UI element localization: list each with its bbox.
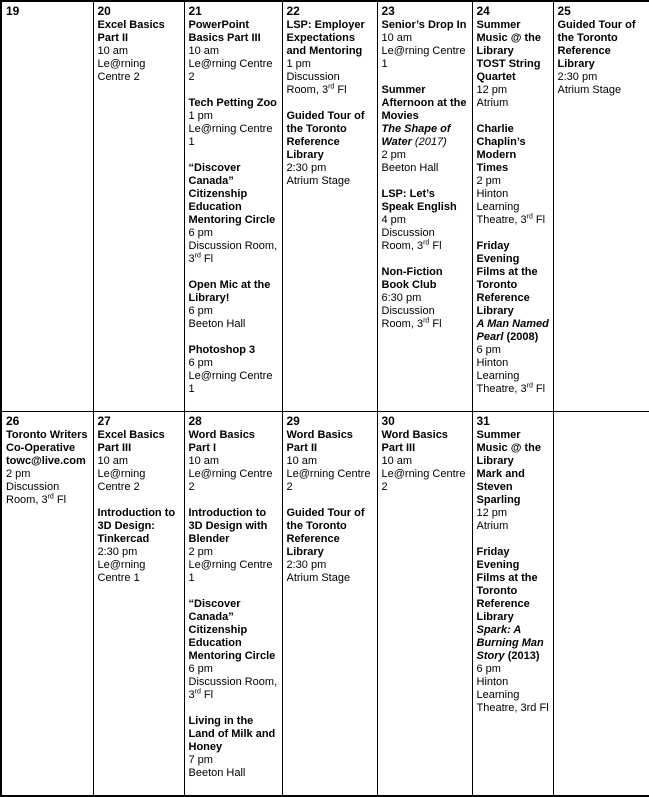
text-segment: Le@rning Centre 2 xyxy=(97,58,146,83)
text-segment: Fl xyxy=(532,214,546,226)
event xyxy=(382,19,469,71)
calendar-cell-29 xyxy=(282,412,377,797)
event xyxy=(189,97,279,149)
text-segment: Discussion Room, 3 xyxy=(286,71,340,96)
text-segment: Summer Music @ the Library xyxy=(476,429,542,467)
calendar-cell-28 xyxy=(184,412,282,797)
text-segment: Word Basics Part I xyxy=(188,429,255,454)
text-segment: rd xyxy=(423,239,430,247)
text-segment: 6 pm xyxy=(188,663,213,675)
day-number: 20 xyxy=(97,4,111,18)
text-segment: Summer Afternoon at the Movies xyxy=(381,84,467,122)
event-line xyxy=(287,455,374,468)
event-line xyxy=(189,370,279,396)
event xyxy=(189,715,279,780)
event-line xyxy=(382,162,469,175)
text-segment: “Discover Canada” Citizenship Education Mentoring Circle xyxy=(188,598,276,662)
text-segment: 6:30 pm xyxy=(381,292,422,304)
text-segment: Non-Fiction Book Club xyxy=(381,266,443,291)
text-segment: 2 pm xyxy=(381,149,406,161)
event-line xyxy=(98,507,181,546)
event-line xyxy=(477,344,550,357)
day-number: 24 xyxy=(476,4,490,18)
event xyxy=(189,344,279,396)
text-segment: Open Mic at the Library! xyxy=(188,279,271,304)
event-line xyxy=(287,559,374,572)
event-line xyxy=(98,429,181,455)
event-line xyxy=(382,19,469,32)
text-segment: Hinton Learning Theatre, 3 xyxy=(476,357,527,395)
event-line xyxy=(189,110,279,123)
event-line xyxy=(477,97,550,110)
event-line xyxy=(189,715,279,754)
text-segment: 2 pm xyxy=(188,546,213,558)
calendar-cell-27 xyxy=(93,412,184,797)
text-segment: 6 pm xyxy=(476,663,501,675)
text-segment: Le@rning Centre 2 xyxy=(97,468,146,493)
day-number: 26 xyxy=(6,414,20,428)
event-line xyxy=(287,19,374,58)
text-segment: rd xyxy=(423,317,430,325)
text-segment: rd xyxy=(194,688,201,696)
event-line xyxy=(189,344,279,357)
text-segment: Le@rning Centre 2 xyxy=(188,58,273,83)
day-number: 25 xyxy=(557,4,571,18)
text-segment: A Man Named Pearl xyxy=(476,318,549,343)
event-line xyxy=(287,429,374,455)
event-line xyxy=(382,149,469,162)
event-line xyxy=(558,71,647,84)
event-line xyxy=(6,481,90,507)
text-segment: Word Basics Part II xyxy=(286,429,353,454)
text-segment: 6 pm xyxy=(188,305,213,317)
event-line xyxy=(189,546,279,559)
text-segment: Le@rning Centre 1 xyxy=(97,559,146,584)
event-line xyxy=(98,58,181,84)
text-segment: 6 pm xyxy=(188,227,213,239)
text-segment: 12 pm xyxy=(476,84,508,96)
event-line xyxy=(287,110,374,162)
event-line xyxy=(558,84,647,97)
event-line xyxy=(382,266,469,292)
text-segment: Le@rning Centre 1 xyxy=(188,123,273,148)
event-line xyxy=(477,468,550,507)
event-line xyxy=(477,84,550,97)
event-line xyxy=(287,507,374,559)
text-segment: Living in the Land of Milk and Honey xyxy=(188,715,276,753)
event-line xyxy=(382,123,469,149)
text-segment: The Shape of Water xyxy=(381,123,451,148)
text-segment: Fl xyxy=(200,689,214,701)
event-line xyxy=(189,429,279,455)
text-segment: Spark: A Burning Man Story xyxy=(476,624,544,662)
day-number: 29 xyxy=(286,414,300,428)
text-segment: Discussion Room, 3 xyxy=(6,481,60,506)
event-line xyxy=(189,123,279,149)
event-line xyxy=(477,429,550,468)
event-line xyxy=(189,455,279,468)
text-segment: Guided Tour of the Toronto Reference Library xyxy=(286,507,365,558)
event xyxy=(382,188,469,253)
text-segment: rd xyxy=(526,382,533,390)
text-segment: Guided Tour of the Toronto Reference Library xyxy=(557,19,636,70)
event-line xyxy=(189,357,279,370)
event xyxy=(189,429,279,494)
text-segment: 10 am xyxy=(188,45,220,57)
calendar-week-row xyxy=(1,412,649,797)
text-segment: 4 pm xyxy=(381,214,406,226)
text-segment: Fl xyxy=(429,318,442,330)
text-segment: 6 pm xyxy=(188,357,213,369)
event-line xyxy=(287,572,374,585)
text-segment: Atrium Stage xyxy=(286,572,351,584)
text-segment: Guided Tour of the Toronto Reference Library xyxy=(286,110,365,161)
event xyxy=(287,507,374,585)
event-line xyxy=(382,305,469,331)
event-line xyxy=(6,455,90,468)
event-line xyxy=(98,468,181,494)
day-number: 23 xyxy=(381,4,395,18)
text-segment: 2 pm xyxy=(6,468,31,480)
text-segment: Le@rning Centre 2 xyxy=(188,468,273,493)
text-segment: Discussion Room, 3 xyxy=(188,676,278,701)
text-segment: Atrium xyxy=(476,520,509,532)
event xyxy=(189,507,279,585)
event-line xyxy=(189,19,279,45)
event-line xyxy=(98,45,181,58)
text-segment: 10 am xyxy=(188,455,220,467)
text-segment: Senior’s Drop In xyxy=(381,19,467,31)
text-segment: Atrium Stage xyxy=(286,175,351,187)
calendar-week-row xyxy=(1,1,649,412)
text-segment: Le@rning Centre 1 xyxy=(188,370,273,395)
event-line xyxy=(189,754,279,767)
text-segment: LSP: Employer Expectations and Mentoring xyxy=(286,19,365,57)
text-segment: Discussion Room, 3 xyxy=(188,240,278,265)
text-segment: LSP: Let’s Speak English xyxy=(381,188,457,213)
event-line xyxy=(477,240,550,318)
text-segment: Word Basics Part III xyxy=(381,429,448,454)
event xyxy=(477,429,550,533)
text-segment: 10 am xyxy=(286,455,318,467)
event-line xyxy=(189,45,279,58)
event-line xyxy=(382,214,469,227)
calendar-cell-30 xyxy=(377,412,472,797)
event xyxy=(477,123,550,227)
event-line xyxy=(189,559,279,585)
text-segment: Hinton Learning Theatre, 3 xyxy=(476,188,527,226)
event xyxy=(382,84,469,175)
event-line xyxy=(477,19,550,58)
event-line xyxy=(477,357,550,396)
text-segment: 10 am xyxy=(97,455,129,467)
event-line xyxy=(189,507,279,546)
event-line xyxy=(477,520,550,533)
text-segment: Excel Basics Part III xyxy=(97,429,165,454)
calendar-cell-22 xyxy=(282,1,377,412)
event-line xyxy=(98,546,181,559)
text-segment: Le@rning Centre 1 xyxy=(381,45,466,70)
text-segment: Le@rning Centre 2 xyxy=(381,468,466,493)
event-line xyxy=(189,318,279,331)
event xyxy=(189,279,279,331)
event-line xyxy=(558,19,647,71)
event-line xyxy=(189,305,279,318)
event xyxy=(287,19,374,97)
event xyxy=(189,598,279,702)
event-line xyxy=(287,468,374,494)
event-line xyxy=(477,175,550,188)
event-line xyxy=(189,240,279,266)
text-segment: Atrium Stage xyxy=(557,84,622,96)
day-number: 30 xyxy=(381,414,395,428)
text-segment: Excel Basics Part II xyxy=(97,19,165,44)
text-segment: 2:30 pm xyxy=(97,546,138,558)
event xyxy=(477,19,550,110)
text-segment: Atrium xyxy=(476,97,509,109)
text-segment: Friday Evening Films at the Toronto Reference Library xyxy=(476,240,538,317)
event xyxy=(287,110,374,188)
event-line xyxy=(287,175,374,188)
text-segment: “Discover Canada” Citizenship Education Mentoring Circle xyxy=(188,162,276,226)
event xyxy=(98,507,181,585)
event-line xyxy=(382,429,469,455)
text-segment: 10 am xyxy=(97,45,129,57)
day-number: 22 xyxy=(286,4,300,18)
text-segment: 7 pm xyxy=(188,754,213,766)
text-segment: Friday Evening Films at the Toronto Reference Library xyxy=(476,546,538,623)
event-line xyxy=(382,45,469,71)
event-line xyxy=(287,162,374,175)
event-line xyxy=(382,32,469,45)
day-number: 28 xyxy=(188,414,202,428)
event-line xyxy=(382,227,469,253)
calendar-cell-26 xyxy=(1,412,93,797)
day-number: 27 xyxy=(97,414,111,428)
calendar-cell-23 xyxy=(377,1,472,412)
text-segment: 10 am xyxy=(381,455,413,467)
event-line xyxy=(382,292,469,305)
event-line xyxy=(477,123,550,175)
event xyxy=(477,546,550,715)
text-segment: 12 pm xyxy=(476,507,508,519)
event-line xyxy=(382,188,469,214)
text-segment: towc@live.com xyxy=(6,455,86,467)
calendar-cell-25 xyxy=(553,1,649,412)
text-segment: Le@rning Centre 1 xyxy=(188,559,273,584)
event-line xyxy=(477,188,550,227)
text-segment: rd xyxy=(526,213,533,221)
event-line xyxy=(287,71,374,97)
event-line xyxy=(189,227,279,240)
text-segment: Le@rning Centre 2 xyxy=(286,468,371,493)
event-line xyxy=(189,663,279,676)
text-segment: TOST String Quartet xyxy=(476,58,541,83)
text-segment: 10 am xyxy=(381,32,413,44)
day-number: 21 xyxy=(188,4,202,18)
day-number: 19 xyxy=(6,4,20,18)
day-number: 31 xyxy=(476,414,490,428)
text-segment: Hinton Learning Theatre, 3rd Fl xyxy=(476,676,549,714)
event-line xyxy=(382,84,469,123)
text-segment: Fl xyxy=(429,240,442,252)
calendar-cell-31 xyxy=(472,412,553,797)
calendar-cell-21 xyxy=(184,1,282,412)
text-segment: Fl xyxy=(532,383,546,395)
text-segment: Photoshop 3 xyxy=(188,344,256,356)
event-line xyxy=(189,468,279,494)
text-segment: (2017) xyxy=(414,136,447,148)
text-segment: Introduction to 3D Design: Tinkercad xyxy=(97,507,176,545)
event xyxy=(477,240,550,396)
text-segment: rd xyxy=(328,83,335,91)
text-segment: 6 pm xyxy=(476,344,501,356)
text-segment: Discussion Room, 3 xyxy=(381,305,435,330)
event-line xyxy=(189,97,279,110)
text-segment: (2013) xyxy=(507,650,540,662)
text-segment: 1 pm xyxy=(188,110,213,122)
event-line xyxy=(189,767,279,780)
text-segment: Fl xyxy=(53,494,67,506)
text-segment: 2 pm xyxy=(476,175,501,187)
event xyxy=(382,429,469,494)
event xyxy=(382,266,469,331)
text-segment: (2008) xyxy=(506,331,539,343)
text-segment: Beeton Hall xyxy=(188,318,246,330)
text-segment: 2:30 pm xyxy=(557,71,598,83)
event-line xyxy=(477,676,550,715)
text-segment: 2:30 pm xyxy=(286,559,327,571)
text-segment: Beeton Hall xyxy=(381,162,439,174)
event-line xyxy=(382,455,469,468)
calendar-cell-empty xyxy=(553,412,649,797)
event-line xyxy=(477,663,550,676)
event-line xyxy=(477,624,550,663)
text-segment: Mark and Steven Sparling xyxy=(476,468,525,506)
text-segment: Tech Petting Zoo xyxy=(188,97,277,109)
event xyxy=(189,19,279,84)
calendar-cell-24 xyxy=(472,1,553,412)
event xyxy=(189,162,279,266)
event-line xyxy=(6,429,90,455)
text-segment: Fl xyxy=(334,84,347,96)
event-line xyxy=(98,559,181,585)
event-line xyxy=(98,455,181,468)
event-line xyxy=(189,676,279,702)
event-line xyxy=(382,468,469,494)
event-line xyxy=(6,468,90,481)
text-segment: rd xyxy=(47,493,54,501)
text-segment: 1 pm xyxy=(286,58,311,70)
event-line xyxy=(477,58,550,84)
text-segment: 2:30 pm xyxy=(286,162,327,174)
event-line xyxy=(98,19,181,45)
calendar-cell-19 xyxy=(1,1,93,412)
text-segment: Charlie Chaplin’s Modern Times xyxy=(476,123,526,174)
event-line xyxy=(189,162,279,227)
event-line xyxy=(189,279,279,305)
event-line xyxy=(477,318,550,344)
event xyxy=(558,19,647,97)
event-line xyxy=(287,58,374,71)
text-segment: Summer Music @ the Library xyxy=(476,19,542,57)
event xyxy=(98,429,181,494)
text-segment: Beeton Hall xyxy=(188,767,246,779)
event-line xyxy=(477,546,550,624)
calendar-cell-20 xyxy=(93,1,184,412)
event-line xyxy=(189,58,279,84)
text-segment: PowerPoint Basics Part III xyxy=(188,19,261,44)
event xyxy=(287,429,374,494)
text-segment: rd xyxy=(194,252,201,260)
event xyxy=(98,19,181,84)
event-line xyxy=(189,598,279,663)
text-segment: Toronto Writers Co-Operative xyxy=(6,429,88,454)
event-line xyxy=(477,507,550,520)
text-segment: Fl xyxy=(200,253,214,265)
text-segment: Introduction to 3D Design with Blender xyxy=(188,507,268,545)
text-segment: Discussion Room, 3 xyxy=(381,227,435,252)
event xyxy=(6,429,90,507)
